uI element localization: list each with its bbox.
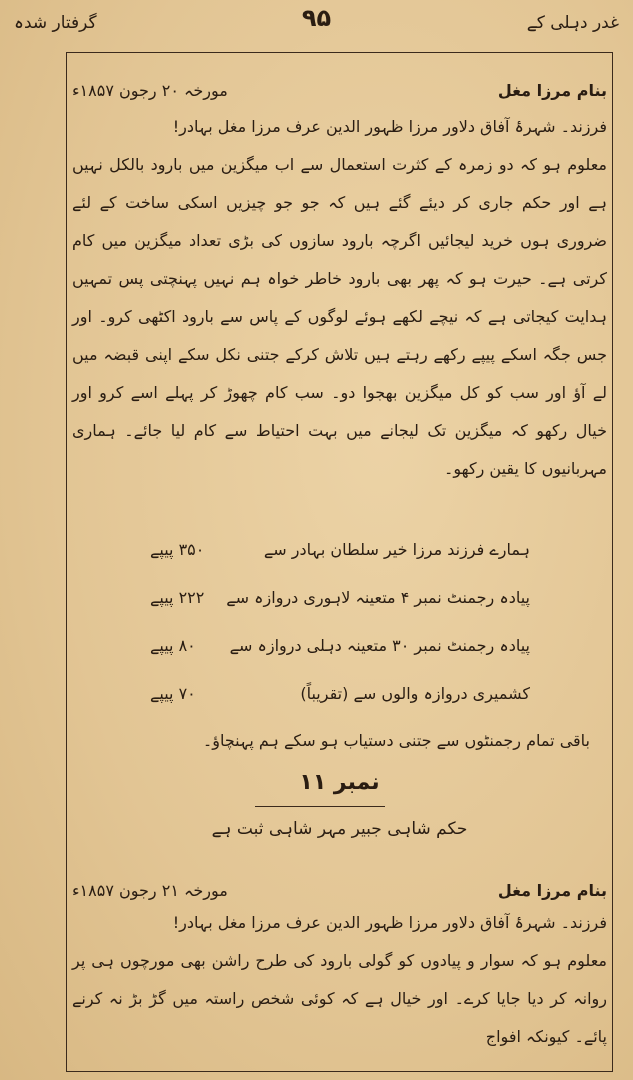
- letter2-text: [72, 904, 607, 1056]
- list-item: ہمارے فرزند مرزا خیر سلطان بہادر سے ۳۵۰ پیپے: [150, 540, 530, 559]
- letter1-body: معلوم ہو کہ دو زمرہ کے کثرت استعمال سے اب میگزین میں بارود بالکل نہیں ہے اور حکم جاری کر دیئے گئے ہیں کہ جو جو چیزیں اسکی ساخت کے لئے ضروری ہوں خرید لیجائیں اگرچہ بارود سازوں کی بڑی تعداد میگزین میں کام کرتی ہے۔ حیرت ہو کہ پھر بھی بارود خاطر خواہ ہم نہیں پہنچتی پس تمہیں ہدایت کیجاتی ہے کہ نیچے لکھے ہوئے لوگوں کے پاس سے بارود اکٹھی کرو۔ اور جس جگہ اسکے پیپے رکھے رہتے ہیں تلاش کرکے جتنی نکل سکے اپنی قبضہ میں لے آؤ اور سب کو کل میگزین بھجوا دو۔ سب کام چھوڑ کر پہلے اسے کرو اور خیال رکھو کہ میگزین تک لیجانے میں بہت احتیاط سے کام لیا جائے۔ ہماری مہربانیوں کا یقین رکھو۔: [72, 155, 607, 478]
- list-item: پیادہ رجمنٹ نمبر ۴ متعینہ لاہوری دروازہ سے ۲۲۲ پیپے: [150, 588, 530, 607]
- running-head-left: گرفتار شدہ: [14, 13, 97, 33]
- page-header: [14, 4, 619, 44]
- page-number: ۹۵: [301, 4, 332, 32]
- letter1-address-row: [72, 66, 607, 100]
- letter2-date: مورخہ ۲۱ رجون ۱۸۵۷ء: [72, 881, 228, 900]
- letter2-recipient: بنام مرزا مغل: [497, 881, 607, 900]
- letter1-list: [150, 530, 530, 722]
- letter2-body: معلوم ہو کہ سوار و پیادوں کو گولی بارود کی طرح راشن بھی مورچوں ہی پر روانہ کر دیا جایا کرے۔ اور خیال ہے کہ کوئی شخص راستہ میں گڑ بڑ نہ کرنے پائے۔ کیونکہ افواج: [72, 951, 607, 1046]
- letter1-closing: باقی تمام رجمنٹوں سے جتنی دستیاب ہو سکے ہم پہنچاؤ۔: [202, 731, 590, 750]
- letter1-closing-block: [130, 722, 590, 760]
- letter2-salutation: فرزند۔ شہرۂ آفاق دلاور مرزا ظہور الدین عرف مرزا مغل بہادر!: [172, 913, 607, 932]
- letter1-salutation: فرزند۔ شہرۂ آفاق دلاور مرزا ظہور الدین عرف مرزا مغل بہادر!: [172, 117, 607, 136]
- letter1-recipient: بنام مرزا مغل: [497, 81, 607, 100]
- divider: [255, 806, 385, 807]
- list-item: پیادہ رجمنٹ نمبر ۳۰ متعینہ دہلی دروازہ سے ۸۰ پیپے: [150, 636, 530, 655]
- letter1-seal: حکم شاہی جبیر مہر شاہی ثبت ہے: [211, 819, 468, 839]
- running-head-right: غدر دہلی کے: [526, 13, 619, 33]
- letter2-address-row: [72, 866, 607, 900]
- letter1-date: مورخہ ۲۰ رجون ۱۸۵۷ء: [72, 81, 228, 100]
- letter1-number: نمبر ۱۱: [299, 770, 380, 795]
- list-item: کشمیری دروازہ والوں سے (تقریباً) ۷۰ پیپے: [150, 684, 530, 703]
- letter1-text: [72, 108, 607, 488]
